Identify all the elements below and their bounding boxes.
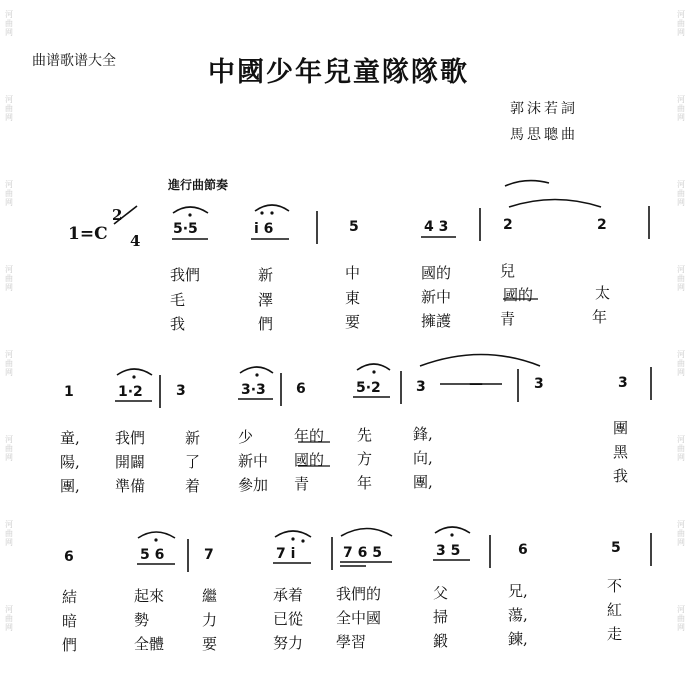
lyric: 新 (258, 266, 274, 284)
lyric: 鋒, (413, 425, 433, 443)
lyric: 向, (413, 449, 433, 467)
watermark-glyphs: 河 曲 网 (5, 520, 13, 547)
lyric: 父 (433, 584, 449, 602)
lyric: 年 (357, 474, 373, 492)
lyric: 我們的 (336, 585, 382, 603)
fermata-dot (450, 533, 453, 536)
lyric: 黑 (613, 443, 629, 461)
lyric: 結 (62, 588, 78, 606)
lyric: 學習 (336, 633, 367, 651)
note: 5 (349, 219, 359, 235)
tie-arc (420, 355, 540, 367)
lyric: 國的 (503, 286, 534, 304)
note: 5·2 (356, 380, 381, 396)
lyric: 國的 (421, 264, 452, 282)
lyric: 毛 (170, 291, 186, 309)
lyric: 少 (238, 428, 254, 446)
lyric: 太 (595, 284, 611, 302)
lyric: 鍛 (433, 632, 449, 650)
watermark-glyphs: 河 曲 网 (5, 350, 13, 377)
note: — (469, 376, 483, 392)
lyric: 參加 (238, 476, 269, 494)
note: 5 6 (140, 547, 165, 563)
note: 6 (296, 381, 306, 397)
lyric: 青 (500, 310, 516, 328)
lyric: 東 (345, 289, 361, 307)
lyric: 們 (62, 636, 78, 654)
lyric: 全中國 (336, 609, 382, 627)
lyric: 掃 (433, 608, 449, 626)
note: 1·2 (118, 384, 143, 400)
lyric: 團, (413, 473, 433, 491)
lyric: 年的 (294, 427, 325, 445)
octave-dot (301, 539, 304, 542)
note: 2 (597, 217, 607, 233)
note: 5·5 (173, 221, 198, 237)
lyric: 方 (357, 450, 373, 468)
lyric: 起來 (134, 587, 165, 605)
watermark-glyphs: 河 曲 网 (677, 10, 685, 37)
note: 4 3 (424, 219, 449, 235)
note: 3·3 (241, 382, 266, 398)
lyric: 走 (607, 625, 623, 643)
watermark-glyphs: 河 曲 网 (677, 350, 685, 377)
lyric: 準備 (115, 477, 146, 495)
fermata-arc (240, 367, 273, 373)
song-title: 中國少年兒童隊隊歌 (208, 57, 469, 88)
watermark-glyphs: 河 曲 网 (677, 605, 685, 632)
note: 3 (618, 375, 628, 391)
fermata-dot (255, 373, 258, 376)
lyric: 我 (613, 467, 629, 485)
note: 6 (64, 549, 74, 565)
lyric: 新中 (238, 452, 269, 470)
note: 7 (204, 547, 214, 563)
fermata-arc (173, 207, 208, 213)
lyric: 繼 (202, 587, 218, 605)
watermark-glyphs: 河 曲 网 (677, 520, 685, 547)
note: i 6 (254, 221, 274, 237)
lyric: 勢 (134, 611, 150, 629)
lyric: 已從 (273, 610, 304, 628)
lyric: 先 (357, 426, 373, 444)
lyric: 擁護 (421, 312, 452, 330)
lyric: 兄, (508, 582, 528, 600)
lyric: 青 (294, 475, 310, 493)
lyric: 澤 (258, 291, 274, 309)
lyric: 新 (185, 429, 201, 447)
tie-arc (509, 200, 601, 208)
note: 6 (518, 542, 528, 558)
watermark-glyphs: 河 曲 网 (677, 265, 685, 292)
fermata-arc (138, 532, 175, 538)
fermata-dot (132, 375, 135, 378)
watermark-glyphs: 河 曲 网 (5, 265, 13, 292)
lyric: 童, (60, 429, 80, 447)
fermata-dot (291, 537, 294, 540)
note: 7 i (276, 546, 296, 562)
lyric: 要 (345, 313, 361, 331)
lyric: 團, (60, 477, 80, 495)
composer-credit: 馬思聰曲 (510, 127, 578, 143)
left-watermark-strip (0, 0, 18, 692)
lyric: 陽, (60, 453, 80, 471)
key-signature: 1=C (68, 224, 108, 244)
lyric: 開闢 (115, 453, 146, 471)
note: 3 (534, 376, 544, 392)
note: 7 6 5 (343, 545, 382, 561)
lyric: 着 (185, 477, 201, 495)
meter-top: 2 (112, 206, 123, 224)
lyric: 團 (613, 419, 629, 437)
watermark-glyphs: 河 曲 网 (5, 435, 13, 462)
lyric: 兒 (500, 262, 516, 280)
fermata-arc (275, 531, 311, 537)
fermata-dot (154, 538, 157, 541)
lyric: 紅 (607, 601, 623, 619)
note: 3 5 (436, 543, 461, 559)
tempo-marking: 進行曲節奏 (168, 178, 229, 192)
watermark-glyphs: 河 曲 网 (677, 435, 685, 462)
fermata-arc (255, 205, 289, 211)
tie-arc (505, 181, 549, 186)
watermark-glyphs: 河 曲 网 (5, 180, 13, 207)
note: 1 (64, 384, 74, 400)
lyric: 蕩, (508, 606, 528, 624)
octave-dot (260, 211, 263, 214)
lyric: 承着 (273, 586, 304, 604)
fermata-arc (435, 527, 470, 533)
lyric: 要 (202, 635, 218, 653)
fermata-arc (357, 364, 390, 370)
fermata-dot (270, 211, 273, 214)
lyric: 國的 (294, 451, 325, 469)
lyric: 我們 (170, 266, 201, 284)
watermark-glyphs: 河 曲 网 (677, 180, 685, 207)
lyric: 年 (592, 308, 608, 326)
lyric: 鍊, (508, 630, 528, 648)
fermata-dot (372, 370, 375, 373)
watermark-glyphs: 河 曲 网 (5, 10, 13, 37)
lyric: 全體 (134, 635, 165, 653)
watermark-glyphs: 河 曲 网 (5, 95, 13, 122)
slur-arc (341, 529, 392, 537)
lyric: 暗 (62, 612, 78, 630)
lyric: 了 (185, 453, 201, 471)
note: 3 (176, 383, 186, 399)
watermark-glyphs: 河 曲 网 (677, 95, 685, 122)
lyricist-credit: 郭沫若詞 (510, 101, 578, 117)
right-watermark-strip (672, 0, 690, 692)
watermark-glyphs: 河 曲 网 (5, 605, 13, 632)
lyric: 力 (202, 611, 218, 629)
lyric: 們 (258, 315, 274, 333)
lyric: 不 (607, 577, 623, 595)
note: 2 (503, 217, 513, 233)
site-label: 曲谱歌谱大全 (32, 53, 116, 69)
note: 3 (416, 379, 426, 395)
meter-bottom: 4 (130, 232, 141, 250)
lyric: 我 (170, 315, 186, 333)
fermata-dot (188, 213, 191, 216)
fermata-arc (117, 369, 152, 375)
lyric: 新中 (421, 288, 452, 306)
lyric: 我們 (115, 429, 146, 447)
lyric: 努力 (273, 634, 304, 652)
lyric: 中 (345, 264, 361, 282)
note: 5 (611, 540, 621, 556)
